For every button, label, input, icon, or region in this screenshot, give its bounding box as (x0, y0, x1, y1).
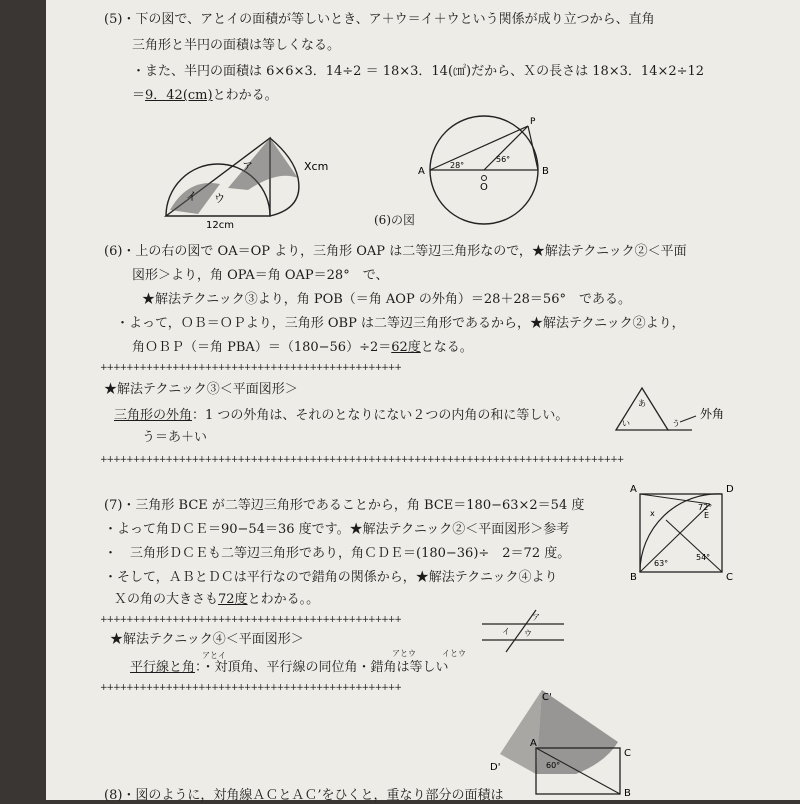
fig7-label-a: A (630, 484, 637, 495)
fig7-label-d: D (726, 484, 734, 495)
fig5-shade-a (228, 138, 298, 190)
tech4-title: ★解法テクニック④＜平面図形＞ (110, 632, 304, 647)
fig7-angle63: 63° (654, 559, 669, 568)
fig6-label-b: B (542, 166, 549, 177)
fig7-diagram (626, 480, 746, 584)
tech4-parallel-fig (478, 606, 568, 656)
tech4-mark-a: ア (532, 613, 540, 622)
s5-line4 (132, 88, 278, 104)
fig8-label-c: C (624, 748, 631, 759)
s7-line3: ・ 三角形ＤＣＥも二等辺三角形であり，角ＣＤＥ＝(180−36)÷ 2＝72 度。 (104, 546, 571, 561)
s7-answer: 72度 (218, 592, 248, 607)
s5-answer: 9．42(cm) (145, 88, 213, 103)
fig5-diagram (158, 118, 329, 231)
s6-answer: 62度 (391, 340, 421, 355)
fig5-mark-a: ア (242, 160, 253, 173)
s7-line2: ・よって角ＤＣＥ＝90−54＝36 度です。★解法テクニック②＜平面図形＞参考 (104, 522, 570, 537)
separator-1: ++++++++++++++++++++++++++++++++++++++++++++++ (100, 363, 401, 373)
s6-line1: (6)・上の右の図で OA＝OP より，三角形 OAP は二等辺三角形なので，★解法テクニック②＜平面 (104, 244, 687, 259)
fig8-diagram (486, 688, 646, 800)
s6-line5 (132, 340, 473, 356)
s7-tail: とわかる。。 (247, 592, 320, 607)
fig5-x-label: Xcm (304, 160, 329, 173)
s7-line1: (7)・三角形 BCE が二等辺三角形であることから，角 BCE＝180−63×2＝54 度 (104, 498, 585, 513)
tech4-line1 (130, 660, 449, 676)
fig8-label-dp: D' (490, 762, 501, 773)
tech4-mark-c: ウ (524, 629, 532, 638)
fig8-label-cp: C' (542, 692, 552, 703)
tech3-arrow (680, 416, 696, 422)
s7-prefix: Ｘの角の大きさも (114, 592, 219, 607)
fig8-label-b: B (624, 788, 631, 799)
tech4-term: 平行線と角 (130, 660, 196, 675)
tech3-text: ：1 つの外角は、それのとなりにない２つの内角の和に等しい。 (192, 408, 569, 423)
s5-tail: とわかる。 (212, 88, 278, 103)
tech3-fig-label: 外角 (700, 407, 725, 421)
s5-line1: (5)・下の図で、アとイの面積が等しいとき、ア＋ウ＝イ＋ウという関係が成り立つから、直角 (104, 12, 655, 27)
tech4-ruby1: アとイ (202, 651, 226, 660)
s8-line1: (8)・図のように，対角線ＡＣとＡＣ’をひくと，重なり部分の面積は (104, 788, 504, 803)
s5-equals: ＝ (132, 88, 146, 103)
s6-line3: ★解法テクニック③より，角 POB（＝角 AOP の外角）＝28＋28＝56° である。 (142, 292, 631, 307)
fig7-label-c: C (726, 572, 733, 583)
fig7-label-x: x (650, 509, 655, 518)
fig7-label-b: B (630, 572, 637, 583)
fig7-label-e: E (704, 511, 710, 520)
s6-calc: 角ＯＢＰ（＝角 PBA）＝（180−56）÷2＝ (132, 340, 392, 355)
tech4-mark-b: イ (502, 627, 510, 636)
fig7-line-ce (666, 520, 722, 572)
fig6-diagram (416, 112, 556, 230)
s6-tail: となる。 (420, 340, 473, 355)
tech3-mark-a: あ (638, 399, 646, 408)
tech3-formula: う＝あ＋い (142, 430, 208, 445)
separator-4: ++++++++++++++++++++++++++++++++++++++++++++++ (100, 683, 401, 693)
tech3-line1 (114, 408, 568, 424)
separator-3: ++++++++++++++++++++++++++++++++++++++++++++++ (100, 615, 401, 625)
fig5-mark-c: ウ (214, 192, 225, 205)
tech3-mark-b: い (622, 419, 630, 428)
fig6-label-o: O (480, 182, 488, 193)
fig5-base-label: 12cm (206, 220, 234, 231)
worksheet-page (46, 0, 800, 803)
s6-line4: ・よって，ＯＢ＝ＯＰより，三角形 OBP は二等辺三角形であるから，★解法テクニック②より， (116, 316, 685, 331)
fig6-angle56: 56° (496, 155, 511, 164)
s5-line3: ・また、半円の面積は 6×6×3．14÷2 ＝ 18×3．14(㎠)だから、Ｘの長さは 18×3．14×2÷12 (132, 64, 705, 79)
tech4-text: ：・対頂角、平行線の同位角・錯角は等しい (195, 660, 449, 675)
fig8-label-a: A (530, 738, 537, 749)
s5-line2: 三角形と半円の面積は等しくなる。 (132, 38, 341, 53)
tech4-ruby2: アとウ (392, 649, 416, 658)
tech3-term: 三角形の外角 (114, 408, 193, 423)
fig6-caption: (6)の図 (374, 213, 415, 227)
fig6-label-a: A (418, 166, 425, 177)
fig6-center-dot (482, 176, 487, 181)
fig5-mark-b: イ (186, 190, 197, 203)
tech3-triangle-fig (606, 380, 736, 438)
tech3-mark-c: う (672, 419, 680, 428)
tech4-ruby3: イとウ (442, 649, 466, 658)
tech3-title: ★解法テクニック③＜平面図形＞ (104, 382, 298, 397)
fig7-angle72: 72° (698, 503, 713, 512)
fig6-label-p: P (530, 117, 536, 127)
fig8-angle60: 60° (546, 761, 561, 770)
s7-line5 (114, 592, 319, 608)
fig6-angle28: 28° (450, 161, 465, 170)
s6-line2: 図形＞より，角 OPA＝角 OAP＝28° で、 (132, 268, 389, 283)
s7-line4: ・そして，ＡＢとＤＣは平行なので錯角の関係から，★解法テクニック④より (104, 570, 558, 585)
fig6-chord-pb (528, 126, 538, 170)
fig7-angle54: 54° (696, 553, 711, 562)
separator-2: ++++++++++++++++++++++++++++++++++++++++++++++++++++++++++++++++++++++++++++++++ (100, 455, 624, 465)
